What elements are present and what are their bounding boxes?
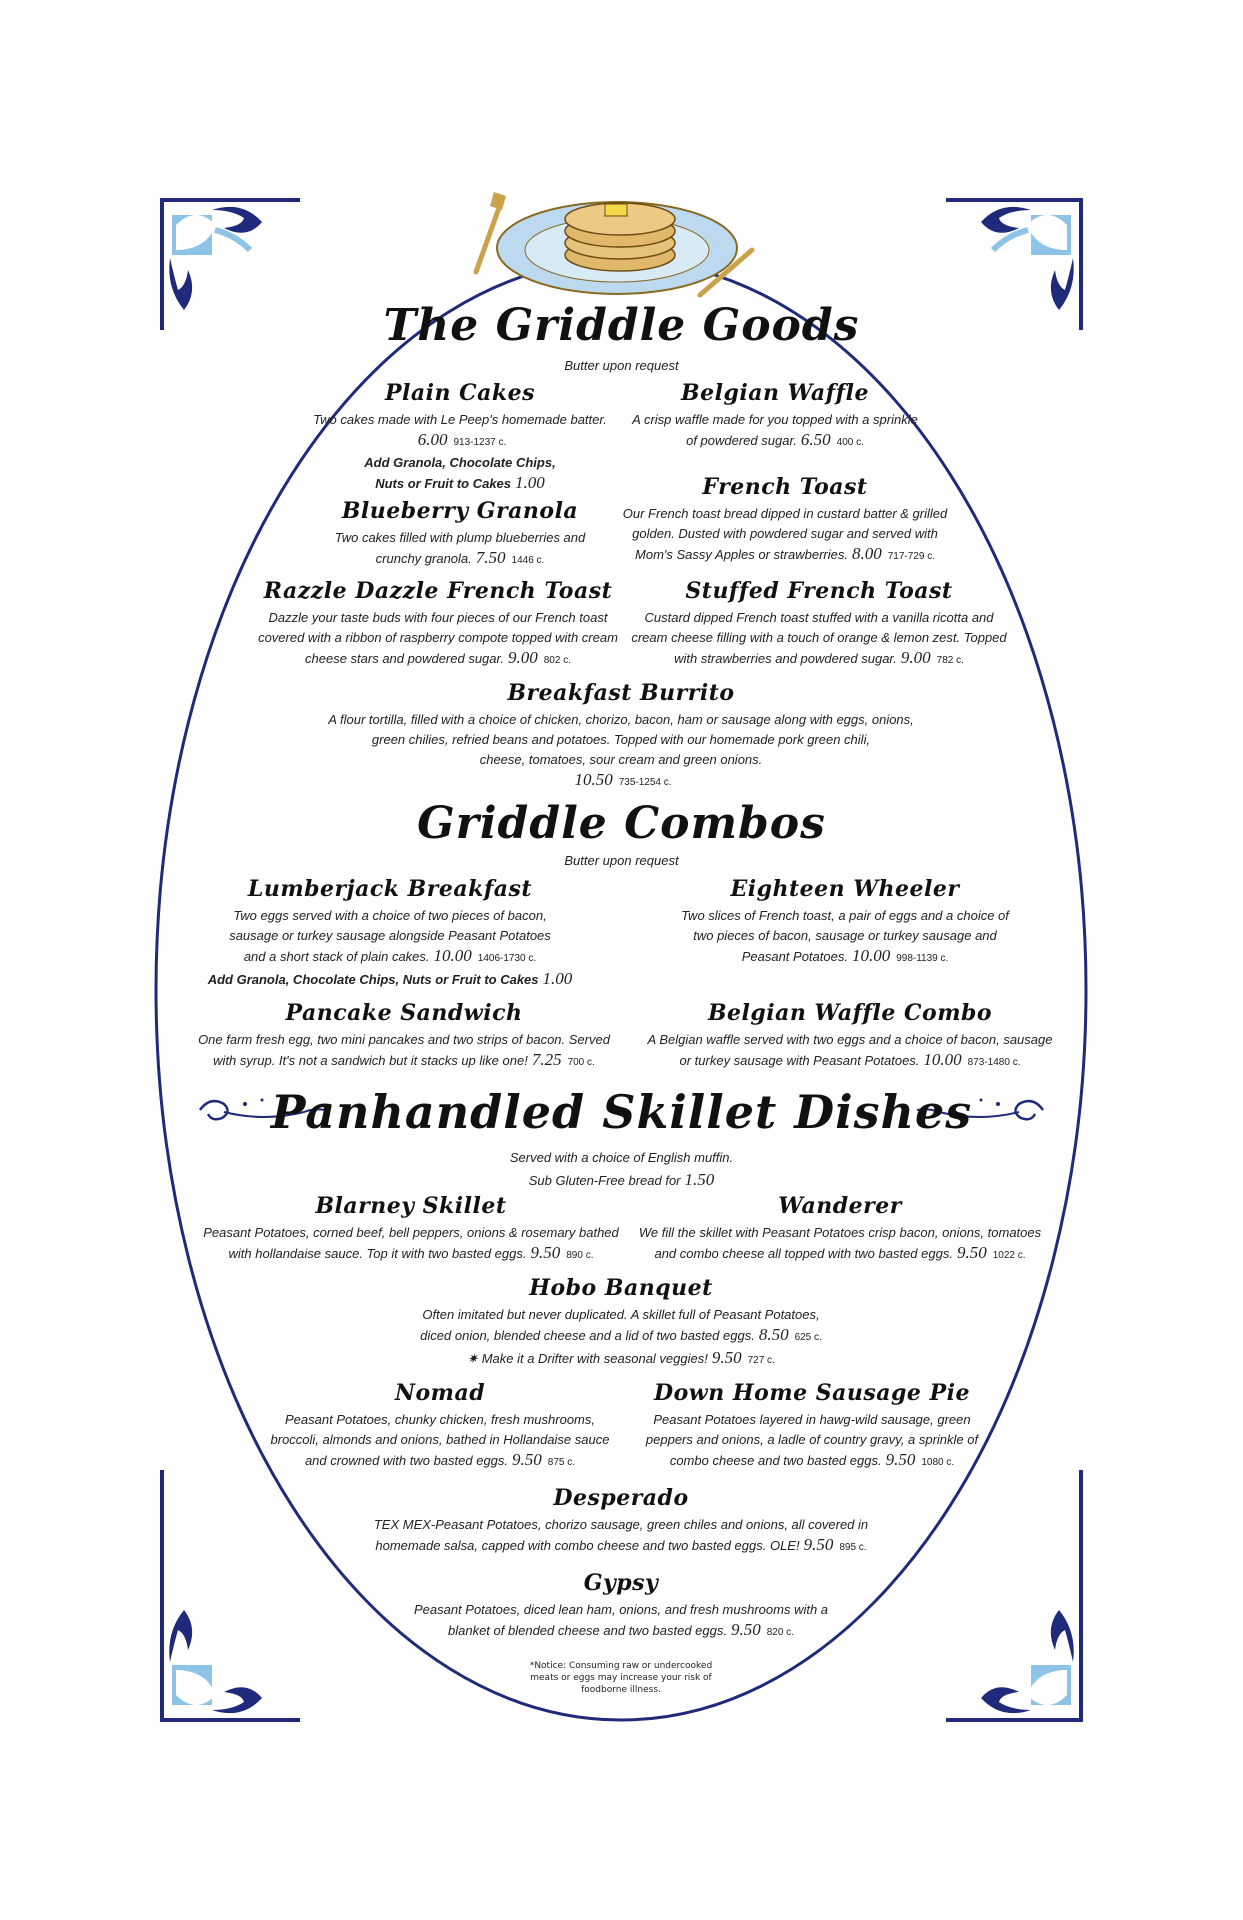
item-calories: 625 c. — [794, 1332, 822, 1343]
item-calories: 802 c. — [543, 655, 571, 666]
item-description: TEX MEX-Peasant Potatoes, chorizo sausage, green chiles and onions, all covered in homemade salsa, capped with combo cheese and two basted eggs. OLE! 9.50 895 c. — [373, 1517, 869, 1554]
add-on-label: Add Granola, Chocolate Chips, Nuts or Fruit to Cakes — [207, 972, 539, 987]
menu-item-breakfast-burrito — [271, 680, 971, 793]
item-description: Peasant Potatoes, diced lean ham, onions, and fresh mushrooms with a blanket of blended cheese and two basted eggs. 9.50 820 c. — [413, 1602, 829, 1639]
star-icon: ✷ — [467, 1351, 479, 1366]
item-price: 9.50 — [530, 1243, 561, 1262]
add-on-price: 1.00 — [542, 969, 573, 988]
item-price: 6.50 — [800, 430, 831, 449]
item-description: One farm fresh egg, two mini pancakes and two strips of bacon. Served with syrup. It's not a sandwich but it stacks up like one! 7.25 700 c. — [198, 1032, 610, 1069]
menu-item-down-home-sausage-pie — [622, 1380, 1002, 1473]
menu-item-razzle-dazzle-french-toast — [248, 578, 628, 671]
item-name: Stuffed French Toast — [685, 578, 953, 604]
corner-ornament-bottom-right — [946, 1470, 1081, 1720]
item-calories: 998-1139 c. — [896, 953, 949, 964]
item-calories: 400 c. — [836, 437, 864, 448]
item-price: 9.50 — [885, 1450, 916, 1469]
menu-item-eighteen-wheeler — [665, 876, 1025, 969]
add-on-label: Nuts or Fruit to Cakes — [375, 476, 512, 491]
menu-item-lumberjack-breakfast — [205, 876, 575, 990]
menu-item-nomad — [260, 1380, 620, 1473]
item-description: Peasant Potatoes, corned beef, bell peppers, onions & rosemary bathed with hollandaise sauce. Top it with two basted eggs. 9.50 890 c. — [203, 1225, 619, 1262]
menu-item-pancake-sandwich — [192, 1000, 616, 1073]
item-description: A crisp waffle made for you topped with a sprinkle of powdered sugar. 6.50 400 c. — [632, 412, 918, 449]
menu-item-blarney-skillet — [196, 1193, 626, 1266]
menu-item-hobo-banquet — [371, 1275, 871, 1371]
item-name: Eighteen Wheeler — [730, 876, 960, 902]
drifter-option: Make it a Drifter with seasonal veggies! — [481, 1351, 708, 1366]
item-name: Wanderer — [778, 1193, 902, 1219]
item-description: We fill the skillet with Peasant Potatoes crisp bacon, onions, tomatoes and combo cheese all topped with two basted eggs. 9.50 1022 c. — [638, 1225, 1042, 1262]
section-subtitle-skillet-dishes: Served with a choice of English muffin. — [509, 1150, 734, 1165]
menu-item-stuffed-french-toast — [624, 578, 1014, 671]
corner-ornament-bottom-left — [162, 1470, 300, 1720]
gluten-free-price: 1.50 — [684, 1170, 715, 1189]
section-subtitle-griddle-goods: Butter upon request — [564, 358, 679, 373]
item-price: 6.00 — [417, 430, 448, 449]
menu-item-plain-cakes — [300, 380, 620, 494]
item-price: 9.50 — [803, 1535, 834, 1554]
item-calories: 820 c. — [766, 1627, 794, 1638]
item-price: 10.50 — [574, 770, 613, 789]
item-description: Two cakes filled with plump blueberries and crunchy granola. 7.50 1446 c. — [334, 530, 586, 567]
food-safety-notice: *Notice: Consuming raw or undercooked meats or eggs may increase your risk of foodborne illness. — [529, 1661, 713, 1695]
item-description: Two eggs served with a choice of two pieces of bacon, sausage or turkey sausage alongside Peasant Potatoes and a short stack of plain cakes. 10.00 1406-1730 c. Add Granola, Chocolate Chips, Nuts or Fruit to Cakes 1.00 — [207, 908, 573, 988]
item-description: A flour tortilla, filled with a choice of chicken, chorizo, bacon, ham or sausage along with eggs, onions, green chilies, refried beans and potatoes. Topped with our homemade pork green chili, cheese, tomatoes, sour cream and green onions. 10.50 735-1254 c. — [328, 712, 914, 789]
menu-item-french-toast — [620, 474, 950, 567]
item-name: Belgian Waffle Combo — [707, 1000, 993, 1026]
add-on-label: Add Granola, Chocolate Chips, — [364, 455, 556, 470]
menu-item-blueberry-granola — [300, 498, 620, 571]
item-price: 9.50 — [956, 1243, 987, 1262]
item-description: Often imitated but never duplicated. A skillet full of Peasant Potatoes, diced onion, blended cheese and a lid of two basted eggs. 8.50 625 c. ✷ Make it a Drifter with seasonal veggies! 9.50 727 c. — [420, 1307, 822, 1367]
menu-item-wanderer — [630, 1193, 1050, 1266]
item-name: Razzle Dazzle French Toast — [263, 578, 613, 604]
item-price: 7.50 — [475, 548, 506, 567]
menu-item-desperado — [321, 1485, 921, 1558]
item-calories: 890 c. — [566, 1250, 594, 1261]
item-description: Peasant Potatoes layered in hawg-wild sausage, green peppers and onions, a ladle of country gravy, a sprinkle of combo cheese and two basted eggs. 9.50 1080 c. — [645, 1412, 979, 1469]
item-calories: 1406-1730 c. — [477, 953, 537, 964]
item-name: Belgian Waffle — [681, 380, 869, 406]
gluten-free-note: Sub Gluten-Free bread for 1.50 — [528, 1170, 715, 1189]
item-description: A Belgian waffle served with two eggs and a choice of bacon, sausage or turkey sausage with Peasant Potatoes. 10.00 873-1480 c. — [647, 1032, 1053, 1069]
item-calories: 700 c. — [567, 1057, 595, 1068]
menu-item-gypsy — [371, 1570, 871, 1643]
item-calories: 875 c. — [547, 1457, 576, 1468]
section-subtitle-griddle-combos: Butter upon request — [564, 853, 679, 868]
item-price: 10.00 — [851, 946, 891, 965]
item-calories: 1080 c. — [921, 1457, 955, 1468]
item-name: Down Home Sausage Pie — [654, 1380, 970, 1406]
item-calories: 873-1480 c. — [967, 1057, 1021, 1068]
item-name: Blarney Skillet — [315, 1193, 507, 1219]
item-description: Two cakes made with Le Peep's homemade batter. 6.00 913-1237 c. Add Granola, Chocolate Chips, Nuts or Fruit to Cakes 1.00 — [313, 412, 607, 492]
item-name: Breakfast Burrito — [507, 680, 735, 706]
section-title-skillet-dishes: Panhandled Skillet Dishes — [270, 1085, 973, 1139]
item-description: Peasant Potatoes, chunky chicken, fresh mushrooms, broccoli, almonds and onions, bathed in Hollandaise sauce and crowned with two basted eggs. 9.50 875 c. — [270, 1412, 610, 1469]
item-description: Dazzle your taste buds with four pieces of our French toast covered with a ribbon of raspberry compote topped with cream cheese stars and powdered sugar. 9.00 802 c. — [258, 610, 618, 667]
add-on-price: 1.00 — [515, 473, 545, 492]
item-price: 8.50 — [758, 1325, 789, 1344]
item-price: 9.00 — [900, 648, 931, 667]
drifter-price: 9.50 — [711, 1348, 742, 1367]
item-price: 7.25 — [531, 1050, 562, 1069]
item-calories: 782 c. — [936, 655, 964, 666]
item-price: 9.00 — [507, 648, 538, 667]
item-name: Pancake Sandwich — [285, 1000, 523, 1026]
item-calories: 717-729 c. — [887, 551, 935, 562]
item-price: 10.00 — [433, 946, 472, 965]
item-calories: 913-1237 c. — [453, 437, 507, 448]
item-price: 10.00 — [923, 1050, 962, 1069]
item-name: Desperado — [553, 1485, 689, 1511]
section-title-griddle-combos: Griddle Combos — [417, 798, 826, 849]
item-description: Custard dipped French toast stuffed with a vanilla ricotta and cream cheese filling with a touch of orange & lemon zest. Topped with strawberries and powdered sugar. 9.00 782 c. — [631, 610, 1007, 667]
item-calories: 1446 c. — [511, 555, 545, 566]
item-name: Hobo Banquet — [529, 1275, 713, 1301]
item-name: Nomad — [394, 1380, 486, 1406]
menu-item-belgian-waffle — [620, 380, 930, 453]
item-name: Blueberry Granola — [341, 498, 579, 524]
item-calories: 895 c. — [839, 1542, 867, 1553]
item-description: Two slices of French toast, a pair of eggs and a choice of two pieces of bacon, sausage or turkey sausage and Peasant Potatoes. 10.00 998-1139 c. — [681, 908, 1009, 965]
item-calories: 735-1254 c. — [618, 777, 672, 788]
menu-item-belgian-waffle-combo — [640, 1000, 1060, 1073]
item-calories: 1022 c. — [992, 1250, 1026, 1261]
item-name: French Toast — [702, 474, 868, 500]
section-title-griddle-goods: The Griddle Goods — [383, 300, 860, 351]
item-price: 9.50 — [731, 1620, 761, 1639]
item-price: 9.50 — [512, 1450, 542, 1469]
item-price: 8.00 — [851, 544, 882, 563]
item-description: Our French toast bread dipped in custard batter & grilled golden. Dusted with powdered sugar and served with Mom's Sassy Apples or strawberries. 8.00 717-729 c. — [622, 506, 948, 563]
item-name: Plain Cakes — [384, 380, 536, 406]
item-name: Gypsy — [583, 1570, 659, 1596]
item-name: Lumberjack Breakfast — [247, 876, 533, 902]
drifter-calories: 727 c. — [747, 1355, 775, 1366]
